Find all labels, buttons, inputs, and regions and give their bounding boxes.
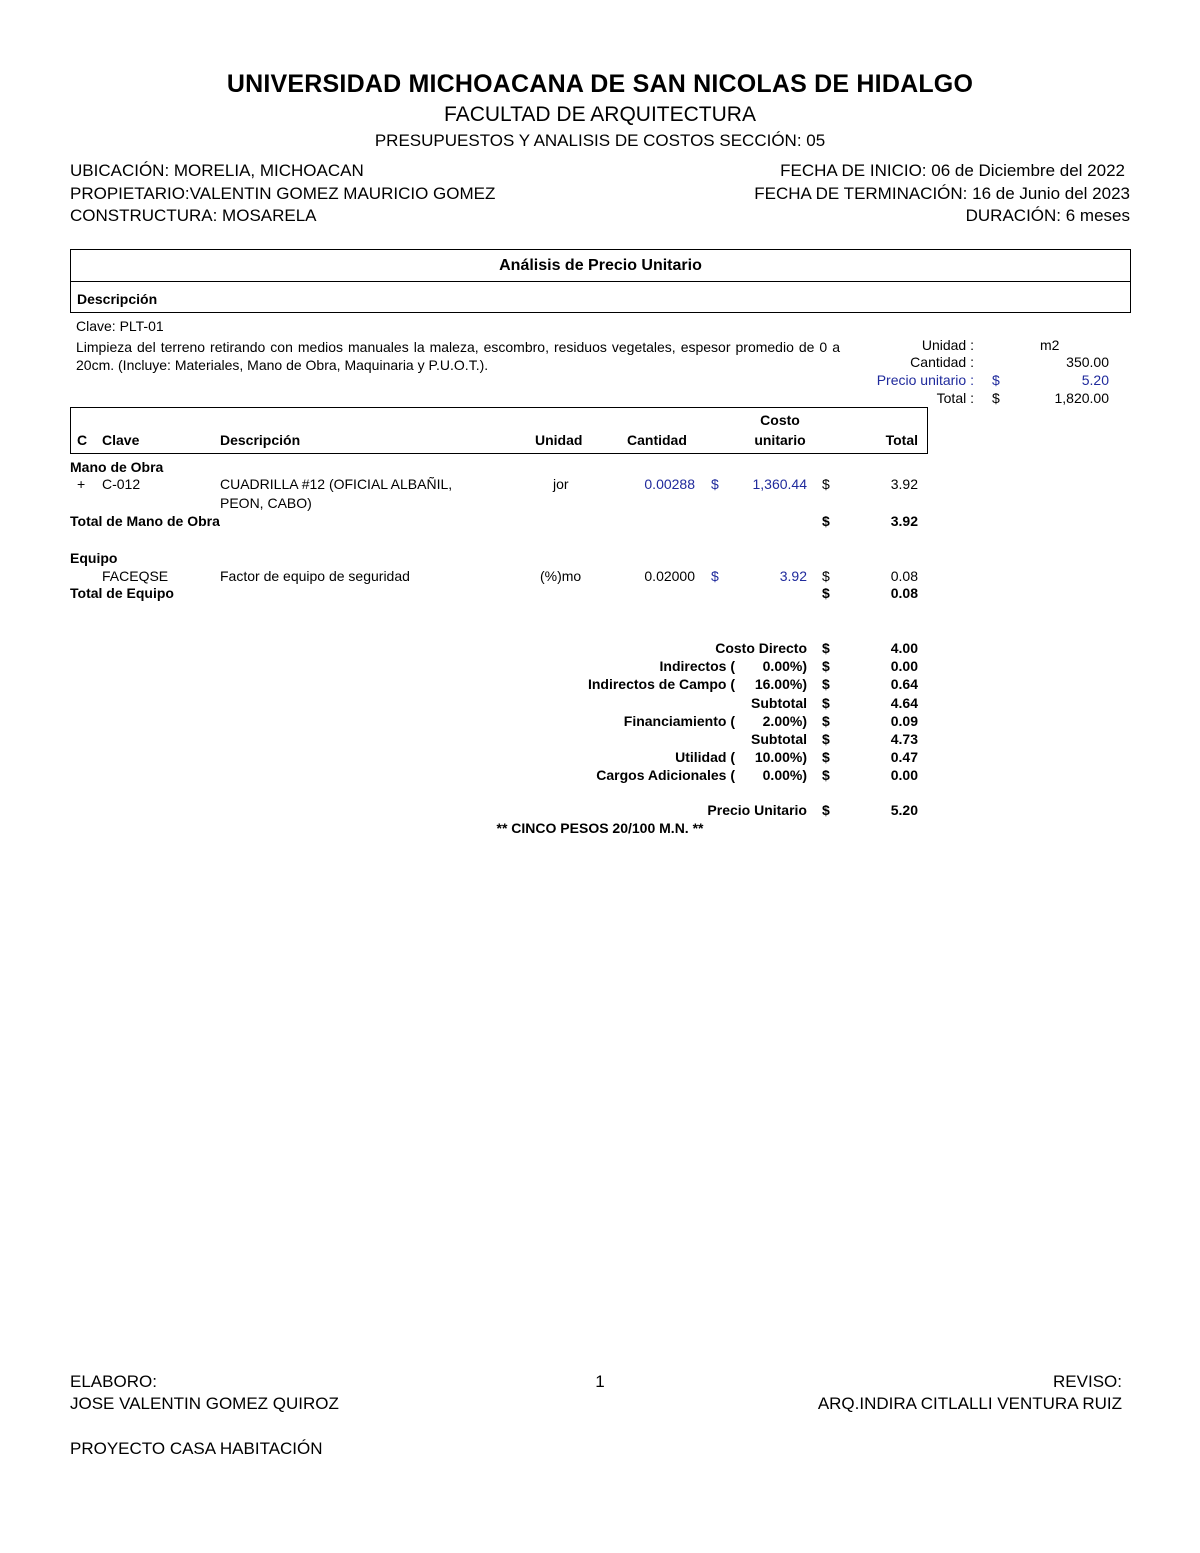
summary-currency: $ (822, 731, 830, 747)
total-mano-de-obra-currency: $ (822, 513, 830, 529)
equipo-row-costo: 3.92 (779, 568, 807, 584)
section-equipo: Equipo (70, 550, 118, 566)
summary-currency: $ (822, 640, 830, 656)
summary-label: Subtotal (751, 695, 807, 711)
col-cantidad: Cantidad (627, 432, 687, 448)
unidad-label: Unidad : (921, 337, 974, 353)
total-equipo-value: 0.08 (890, 585, 918, 601)
summary-value: 0.64 (890, 676, 918, 692)
col-descripcion: Descripción (220, 432, 301, 448)
page-number: 1 (595, 1372, 605, 1391)
total-equipo-label: Total de Equipo (70, 585, 174, 601)
summary-value: 0.00 (890, 767, 918, 783)
summary-currency: $ (822, 749, 830, 765)
precio-unitario-currency: $ (992, 372, 1000, 388)
summary-value: 0.00 (890, 658, 918, 674)
row-currency1: $ (711, 476, 719, 492)
elaboro-label: ELABORO: (70, 1372, 157, 1391)
constructura: CONSTRUCTURA: MOSARELA (70, 206, 317, 225)
summary-currency: $ (822, 658, 830, 674)
col-costo-line2: unitario (754, 432, 806, 448)
row-descripcion-line1: CUADRILLA #12 (OFICIAL ALBAÑIL, (220, 476, 453, 492)
analysis-title: Análisis de Precio Unitario (499, 257, 702, 274)
row-clave: C-012 (102, 476, 141, 492)
total-label: Total : (936, 390, 974, 406)
summary-percent: 10.00%) (754, 749, 807, 765)
reviso-label: REVISO: (1053, 1372, 1122, 1391)
summary-value: 0.47 (890, 749, 918, 765)
fecha-terminacion: FECHA DE TERMINACIÓN: 16 de Junio del 2023 (754, 184, 1130, 203)
precio-unitario-value: 5.20 (1081, 372, 1109, 388)
summary-label: Costo Directo (715, 640, 807, 656)
col-unidad: Unidad (535, 432, 583, 448)
total-mano-de-obra-label: Total de Mano de Obra (70, 513, 220, 529)
summary-label: Cargos Adicionales ( (596, 767, 735, 783)
equipo-row-unidad: (%)mo (540, 568, 582, 584)
row-total: 3.92 (890, 476, 918, 492)
summary-percent: 0.00%) (762, 658, 807, 674)
summary-currency: $ (822, 767, 830, 783)
equipo-row-currency1: $ (711, 568, 719, 584)
concept-description: Limpieza del terreno retirando con medios manuales la maleza, escombro, residuos vegetales, espesor promedio de 0 a 20cm. (Incluye: Materiales, Mano de Obra, Maquinaria y P.U.O.T.). (76, 339, 840, 373)
total-equipo-currency: $ (822, 585, 830, 601)
equipo-row-total: 0.08 (890, 568, 918, 584)
row-cantidad: 0.00288 (644, 476, 695, 492)
total-mano-de-obra-value: 3.92 (890, 513, 918, 529)
clave-label: Clave: PLT-01 (76, 318, 164, 334)
precio-unitario-final-value: 5.20 (890, 802, 918, 818)
precio-unitario-final-label: Precio Unitario (707, 802, 807, 818)
col-costo-line1: Costo (760, 412, 800, 428)
university-title: UNIVERSIDAD MICHOACANA DE SAN NICOLAS DE HIDALGO (226, 70, 974, 98)
summary-value: 4.64 (890, 695, 918, 711)
elaboro-name: JOSE VALENTIN GOMEZ QUIROZ (70, 1394, 339, 1413)
equipo-row-currency2: $ (822, 568, 830, 584)
summary-percent: 0.00%) (762, 767, 807, 783)
descripcion-box (70, 281, 1131, 313)
summary-currency: $ (822, 676, 830, 692)
summary-label: Financiamiento ( (623, 713, 735, 729)
equipo-row-cantidad: 0.02000 (644, 568, 695, 584)
project-name: PROYECTO CASA HABITACIÓN (70, 1439, 323, 1458)
equipo-row-clave: FACEQSE (102, 568, 169, 584)
row-c: + (77, 476, 86, 492)
precio-unitario-final-currency: $ (822, 802, 830, 818)
descripcion-label: Descripción (77, 291, 158, 307)
summary-percent: 16.00%) (754, 676, 807, 692)
summary-label: Subtotal (751, 731, 807, 747)
row-unidad: jor (553, 476, 569, 492)
col-clave: Clave (102, 432, 140, 448)
row-currency2: $ (822, 476, 830, 492)
col-c: C (77, 432, 88, 448)
propietario: PROPIETARIO:VALENTIN GOMEZ MAURICIO GOMEZ (70, 184, 496, 203)
reviso-name: ARQ.INDIRA CITLALLI VENTURA RUIZ (817, 1394, 1122, 1413)
row-descripcion-line2: PEON, CABO) (220, 495, 312, 511)
summary-percent: 2.00%) (762, 713, 807, 729)
summary-label: Indirectos de Campo ( (587, 676, 735, 692)
total-value: 1,820.00 (1054, 390, 1109, 406)
duracion: DURACIÓN: 6 meses (965, 206, 1130, 225)
summary-label: Utilidad ( (675, 749, 735, 765)
summary-value: 0.09 (890, 713, 918, 729)
section-mano-de-obra: Mano de Obra (70, 459, 164, 475)
course-title: PRESUPUESTOS Y ANALISIS DE COSTOS SECCIÓN: 05 (374, 131, 826, 150)
fecha-inicio: FECHA DE INICIO: 06 de Diciembre del 2022 (780, 161, 1125, 180)
summary-value: 4.73 (890, 731, 918, 747)
col-total: Total (885, 432, 918, 448)
summary-value: 4.00 (890, 640, 918, 656)
precio-unitario-label: Precio unitario : (876, 372, 974, 388)
summary-currency: $ (822, 713, 830, 729)
equipo-row-descripcion: Factor de equipo de seguridad (220, 568, 410, 584)
summary-currency: $ (822, 695, 830, 711)
unidad-value: m2 (1040, 337, 1060, 353)
amount-in-words: ** CINCO PESOS 20/100 M.N. ** (496, 820, 704, 836)
summary-label: Indirectos ( (659, 658, 735, 674)
total-currency: $ (992, 390, 1000, 406)
faculty-title: FACULTAD DE ARQUITECTURA (444, 103, 756, 126)
ubicacion: UBICACIÓN: MORELIA, MICHOACAN (70, 161, 364, 180)
analysis-title-box (70, 249, 1131, 282)
cantidad-label: Cantidad : (910, 354, 974, 370)
row-costo: 1,360.44 (752, 476, 807, 492)
cantidad-value: 350.00 (1066, 354, 1109, 370)
